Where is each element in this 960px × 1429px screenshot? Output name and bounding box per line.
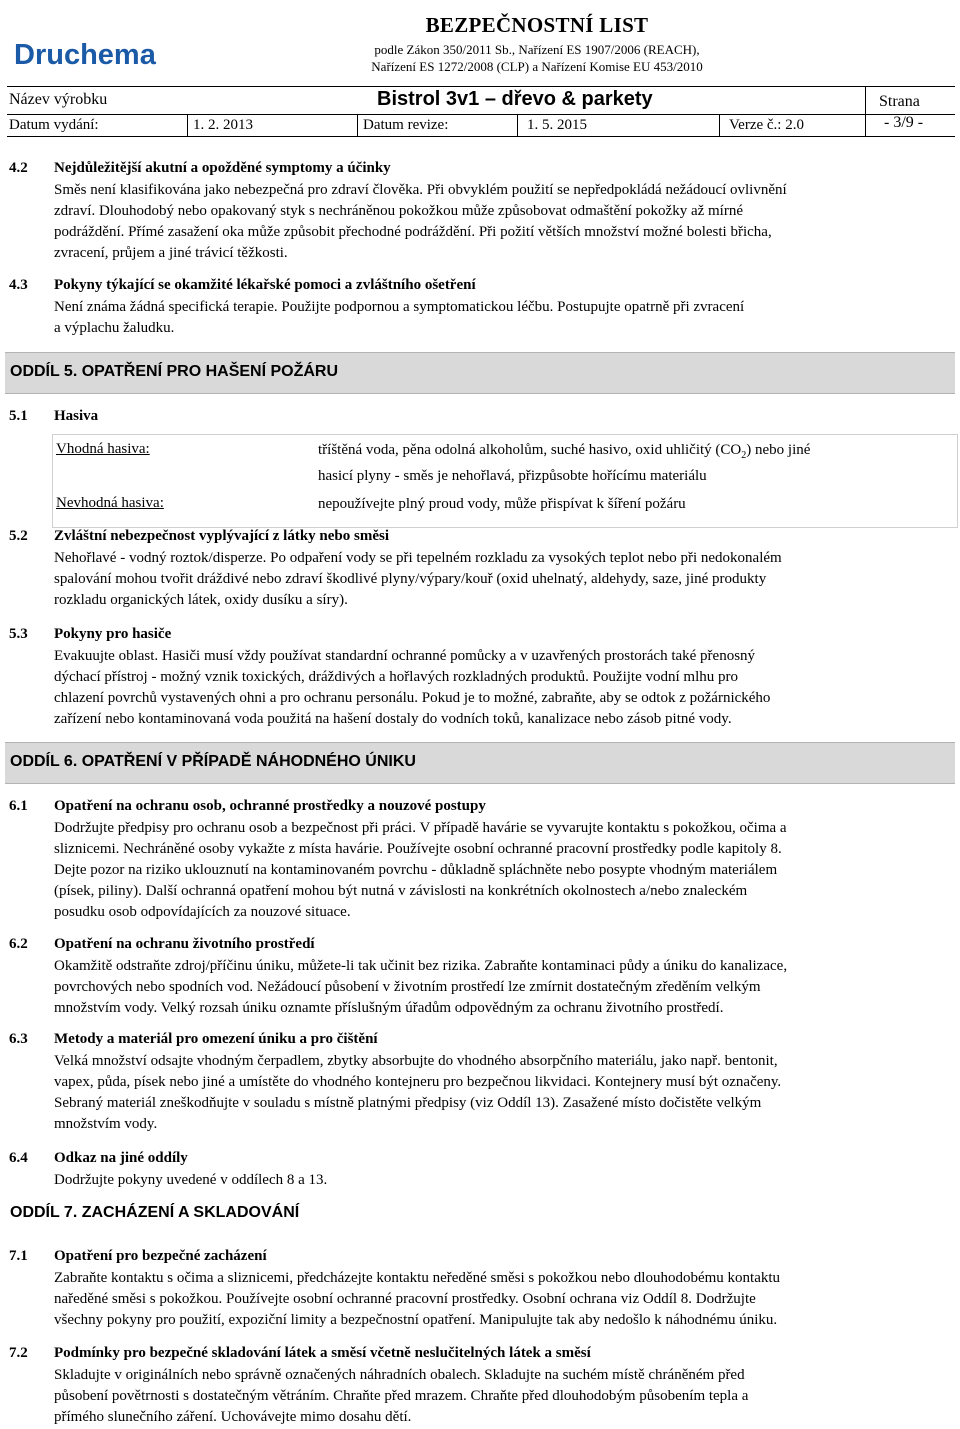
text-line: množstvím vody. [54,1116,158,1132]
subsection-number: 5.1 [9,408,28,424]
text-line: zdraví. Dlouhodobý nebo opakovaný styk s nechráněnou pokožkou může způsobovat odmaštění pokožky až mírné [54,203,743,219]
subsection-heading: Nejdůležitější akutní a opožděné symptomy a účinky [54,160,391,176]
section-header-6 [5,742,955,784]
subsection-heading: Hasiva [54,408,99,424]
header-rule-bottom [7,136,955,137]
revision-date-label: Datum revize: [363,117,449,133]
issue-date-label: Datum vydání: [9,117,99,133]
unsuitable-media-label: Nevhodná hasiva: [56,495,164,511]
regulation-line-1: podle Zákon 350/2011 Sb., Nařízení ES 1907/2006 (REACH), [374,42,700,57]
text-line: posudku osob odpovídajících za nouzové situace. [54,904,351,920]
druchema-logo [12,30,162,76]
suitable-media-text [318,440,938,487]
text-line: Směs není klasifikována jako nebezpečná pro zdraví člověka. Při obvyklém použití se nepředpokládá nežádoucí ovlivnění [54,182,787,198]
subsection-number: 6.3 [9,1031,28,1047]
subsection-text [54,1170,954,1191]
regulation-line-2: Nařízení ES 1272/2008 (CLP) a Nařízení Komise EU 453/2010 [371,59,703,74]
subsection-heading: Pokyny týkající se okamžité lékařské pomoci a zvláštního ošetření [54,277,476,293]
text-line: (písek, piliny). Další ochranná opatření mohou být nutná v závislosti na konkrétních okolnostech a/nebo znaleckém [54,883,748,899]
revision-date: 1. 5. 2015 [527,117,587,133]
subsection-heading: Odkaz na jiné oddíly [54,1150,188,1166]
text-line: Dodržujte pokyny uvedené v oddílech 8 a 13. [54,1172,328,1188]
header-rule-top [7,86,955,87]
subsection-number: 4.3 [9,277,28,293]
subsection-text [54,646,954,730]
subsection-heading: Pokyny pro hasiče [54,626,172,642]
section-header-7 [5,1193,955,1235]
header-divider [865,86,866,136]
subsection-text [54,548,954,611]
subsection-number: 7.1 [9,1248,28,1264]
text-line: sliznicemi. Nechráněné osoby vykažte z místa havárie. Používejte osobní ochranné pracovní prostředky podle kapitoly 8. [54,841,782,857]
document-title: BEZPEČNOSTNÍ LIST [425,13,649,37]
page-number: - 3/9 - [884,114,924,131]
section-title: ODDÍL 5. OPATŘENÍ PRO HAŠENÍ POŽÁRU [10,363,339,380]
text-line: hasicí plyny - směs je nehořlavá, přizpůsobte hořícímu materiálu [318,468,707,484]
section-title: ODDÍL 7. ZACHÁZENÍ A SKLADOVÁNÍ [10,1204,300,1221]
subsection-heading: Zvláštní nebezpečnost vyplývající z látky nebo směsi [54,528,390,544]
text-line: Okamžitě odstraňte zdroj/příčinu úniku, můžete-li tak učinit bez rizika. Zabraňte kontaminaci půdy a úniku do kanalizace, [54,958,788,974]
subsection-heading: Opatření pro bezpečné zacházení [54,1248,267,1264]
text-line: zvracení, průjem a jiné trávicí těžkosti. [54,245,288,261]
subsection-text [54,818,954,923]
header-rule-middle [7,114,955,115]
subsection-text [54,297,954,339]
subsection-number: 6.2 [9,936,28,952]
header-divider [357,114,358,136]
text-line [318,440,938,466]
text-line: a výplachu žaludku. [54,320,175,336]
text-line: Velká množství odsajte vhodným čerpadlem, zbytky absorbujte do vhodného absorpčního materiálu, jako např. bentonit, [54,1053,778,1069]
text-line: povrchových nebo spodních vod. Nežádoucí působení v životním prostředí lze zmírnit dostatečným zředěním velkým [54,979,761,995]
header-divider [719,114,720,136]
subsection-number: 7.2 [9,1345,28,1361]
subsection-text [54,1051,954,1135]
subsection-number: 5.2 [9,528,28,544]
text-fragment: tříštěná voda, pěna odolná alkoholům, suché hasivo, oxid uhličitý (CO [318,442,742,458]
text-line: dýchací přístroj - možný vznik toxických, dráždivých a hořlavých rozkladných produktů. Použijte vodní mlhu pro [54,669,738,685]
text-line: Dodržujte předpisy pro ochranu osob a bezpečnost při práci. V případě havárie se vyvarujte kontaktu s pokožkou, očima a [54,820,787,836]
text-line: vapex, půda, písek nebo jiné a umístěte do vhodného kontejneru pro bezpečnou likvidaci. Kontejnery musí být označeny. [54,1074,782,1090]
text-line: množstvím vody. Velký rozsah úniku oznamte příslušným úřadům odpovědným za ochranu životního prostředí. [54,1000,724,1016]
text-line: působení povětrnosti s dostatečným větráním. Chraňte před mrazem. Chraňte před dlouhodobým působením tepla a [54,1388,749,1404]
subsection-heading: Podmínky pro bezpečné skladování látek a směsí včetně neslučitelných látek a směsí [54,1345,591,1361]
druchema-logo-icon [12,30,162,76]
document-header [7,8,955,136]
subscript: 2 [741,450,747,461]
text-line: všechny pokyny pro použití, expoziční limity a bezpečnostní opatření. Manipulujte tak aby nedošlo k náhodnému úniku. [54,1312,778,1328]
subsection-text [54,1365,954,1428]
subsection-heading: Opatření na ochranu životního prostředí [54,936,315,952]
text-line: Nehořlavé - vodný roztok/disperze. Po odpaření vody se při tepelném rozkladu za vysokých teplot nebo při nedokonalém [54,550,782,566]
product-label: Název výrobku [9,91,108,108]
header-divider [187,114,188,136]
text-line: přímého slunečního záření. Uchovávejte mimo dosahu dětí. [54,1409,412,1425]
subsection-number: 6.4 [9,1150,28,1166]
text-line: Dejte pozor na riziko uklouznutí na kontaminovaném povrchu - důkladně spláchněte nebo posypte vhodným materiálem [54,862,778,878]
subsection-heading: Opatření na ochranu osob, ochranné prostředky a nouzové postupy [54,798,486,814]
text-line: naředěné směsi s pokožkou. Používejte osobní ochranné pracovní prostředky. Osobní ochrana viz Oddíl 8. Dodržujte [54,1291,756,1307]
suitable-media-label: Vhodná hasiva: [56,441,150,457]
product-name: Bistrol 3v1 – dřevo & parkety [377,88,653,110]
brand-name: Druchema [14,39,156,71]
text-line: podráždění. Přímé zasažení oka může způsobit přechodné podráždění. Při požití větších množství možné bolesti břicha, [54,224,772,240]
subsection-text [54,1268,954,1331]
subsection-number: 5.3 [9,626,28,642]
issue-date: 1. 2. 2013 [193,117,253,133]
text-line: zařízení nebo kontaminovaná voda použitá na hašení dostaly do vodních toků, kanalizace nebo zásob pitné vody. [54,711,732,727]
text-line: spalování mohou tvořit dráždivé nebo zdraví škodlivé plyny/výpary/kouř (oxid uhelnatý, aldehydy, saze, jiné produkty [54,571,767,587]
text-line: rozkladu organických látek, oxidy dusíku a síry). [54,592,348,608]
subsection-text [54,180,954,264]
header-divider [517,114,518,136]
text-line: Evakuujte oblast. Hasiči musí vždy používat standardní ochranné pomůcky a v uzavřených prostorách také přenosný [54,648,756,664]
text-line: Sebraný materiál zneškodňujte v souladu s místně platnými předpisy (viz Oddíl 13). Zasažené místo dočistěte velkým [54,1095,762,1111]
text-fragment: ) nebo jiné [746,442,811,458]
section-header-5 [5,352,955,394]
text-line: Skladujte v originálních nebo správně označených náhradních obalech. Skladujte na suchém místě chráněném před [54,1367,745,1383]
subsection-text [54,956,954,1019]
text-line: Zabraňte kontaktu s očima a sliznicemi, předcházejte kontaktu neředěné směsi s pokožkou nebo dlouhodobému kontaktu [54,1270,781,1286]
section-title: ODDÍL 6. OPATŘENÍ V PŘÍPADĚ NÁHODNÉHO ÚNIKU [10,753,416,770]
text-line: chlazení povrchů vystavených ohni a pro ochranu personálu. Pokud je to možné, zabraňte, aby se odtok z požárnického [54,690,771,706]
unsuitable-media-text: nepoužívejte plný proud vody, může přispívat k šíření požáru [318,496,686,512]
version-number: Verze č.: 2.0 [729,117,804,133]
page-label: Strana [879,93,920,110]
subsection-number: 4.2 [9,160,28,176]
subsection-heading: Metody a materiál pro omezení úniku a pro čištění [54,1031,378,1047]
text-line: Není známa žádná specifická terapie. Použijte podpornou a symptomatickou léčbu. Postupujte opatrně při zvracení [54,299,745,315]
subsection-number: 6.1 [9,798,28,814]
